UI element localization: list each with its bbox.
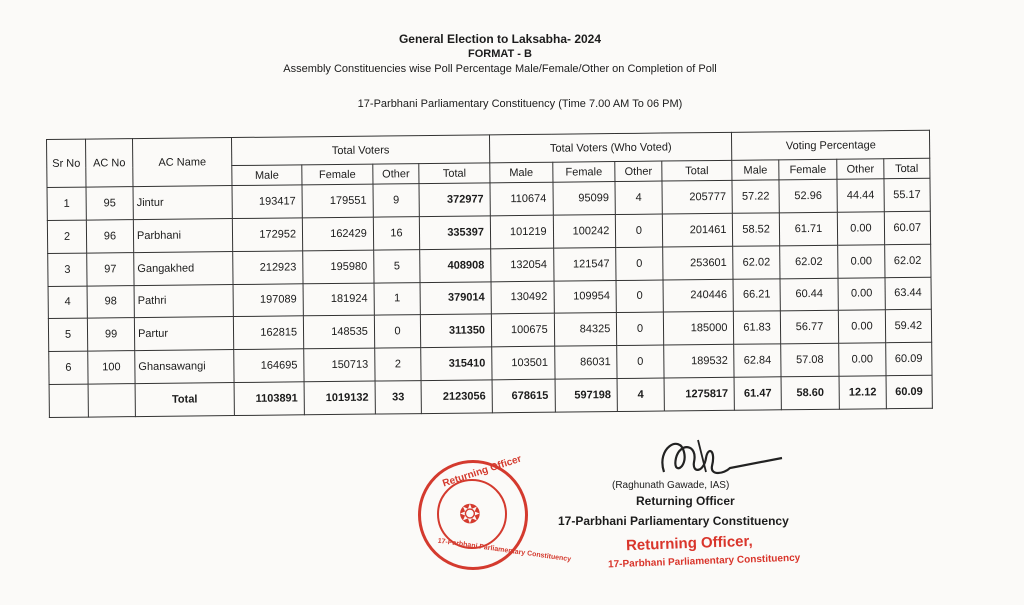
subheader-female: Female [302,164,373,185]
cell-sr: 4 [48,286,87,319]
cell-wv-other: 0 [616,280,663,313]
cell-tv-total: 335397 [419,216,490,250]
cell-wv-male: 132054 [491,248,554,281]
cell-wv-male: 103501 [492,346,555,379]
cell-tv-other: 16 [373,216,420,249]
cell-p-other: 0.00 [839,310,886,343]
cell-ac-name: Gangakhed [134,251,233,285]
cell-p-total: 55.17 [884,178,931,211]
cell-wv-female: 121547 [553,247,616,280]
cell-wv-total: 189532 [663,345,734,379]
cell-tv-male: 212923 [233,251,303,285]
subheader-other: Other [837,159,884,179]
cell-p-female: 57.08 [780,343,839,376]
cell-wv-total: 201461 [662,213,733,247]
designation-stamp-constituency: 17-Parbhani Parliamentary Constituency [607,552,801,571]
cell-tv-total: 408908 [420,249,491,283]
cell-tv-other: 5 [374,249,421,282]
designation-stamp-title: Returning Officer, [625,532,753,555]
cell-ac-name: Partur [134,317,233,351]
header-ac-name: AC Name [133,138,232,187]
cell-tv-other: 0 [374,315,421,348]
format-label: FORMAT - B [468,48,532,60]
subheader-male: Male [732,160,779,180]
handwritten-signature [650,428,790,488]
cell-ac-no: 96 [86,219,133,252]
subheader-total: Total [419,163,490,184]
subheader-female: Female [778,159,837,180]
cell-p-male: 62.02 [733,246,780,279]
cell-tv-other: 9 [373,184,420,217]
cell-p-male: 62.84 [734,344,781,377]
subheader-total: Total [883,158,930,178]
cell-p-female: 61.71 [779,212,838,245]
document-subtitle: Assembly Constituencies wise Poll Percentage Male/Female/Other on Completion of Poll [283,63,717,75]
constituency-line: 17-Parbhani Parliamentary Constituency (Time 7.00 AM To 06 PM) [357,98,683,110]
subheader-male: Male [490,162,553,183]
cell-p-other: 44.44 [837,179,884,212]
subheader-male: Male [232,165,302,186]
cell-tv-female: 179551 [302,184,373,218]
cell-p-male: 58.52 [733,213,780,246]
cell-sr: 3 [48,253,87,286]
header-sr-no: Sr No [47,139,87,187]
cell-p-other: 0.00 [838,277,885,310]
subheader-female: Female [552,162,615,183]
cell-wv-other: 0 [616,247,663,280]
cell-wv-male: 130492 [491,281,554,314]
cell-empty [49,384,88,417]
header-voting-percentage: Voting Percentage [732,130,930,160]
cell-wv-other: 0 [617,312,664,345]
poll-percentage-table [46,130,933,418]
stamp-ring-bottom-text: 17-Parbhani Parliamentary Constituency [437,537,572,564]
cell-wv-total: 185000 [663,312,734,346]
cell-wv-female: 86031 [554,346,617,379]
cell-wv-total: 240446 [663,279,734,313]
signatory-name: (Raghunath Gawade, IAS) [612,480,730,491]
cell-wv-other: 4 [615,181,662,214]
cell-ac-no: 98 [87,285,134,318]
header-who-voted: Total Voters (Who Voted) [489,132,732,163]
cell-ac-name: Jintur [133,186,232,220]
cell-p-other: 12.12 [839,376,886,409]
cell-empty [88,384,135,417]
cell-ac-no: 100 [88,351,135,384]
cell-total-label: Total [135,383,234,417]
cell-ac-no: 99 [87,318,134,351]
subheader-other: Other [615,161,661,181]
cell-wv-female: 597198 [555,379,618,413]
signatory-title: Returning Officer [636,494,735,508]
cell-tv-female: 150713 [304,348,375,382]
cell-p-total: 62.02 [884,244,931,277]
cell-tv-female: 148535 [303,315,374,349]
cell-sr: 2 [47,220,86,253]
cell-p-female: 52.96 [779,179,838,212]
signatory-constituency: 17-Parbhani Parliamentary Constituency [558,514,789,528]
cell-wv-other: 0 [616,214,663,247]
cell-tv-total: 379014 [420,281,491,315]
cell-ac-name: Ghansawangi [135,350,234,384]
cell-tv-male: 197089 [233,283,303,317]
cell-tv-female: 1019132 [304,381,375,415]
cell-p-other: 0.00 [839,343,886,376]
cell-sr: 5 [48,318,87,351]
cell-tv-total: 372977 [419,183,490,217]
cell-tv-total: 315410 [421,347,492,381]
cell-tv-male: 172952 [232,218,302,252]
cell-p-total: 60.09 [885,342,932,375]
cell-p-female: 56.77 [780,311,839,344]
cell-wv-female: 95099 [553,182,616,215]
cell-ac-no: 95 [86,187,133,220]
cell-sr: 6 [49,351,88,384]
cell-p-other: 0.00 [838,244,885,277]
cell-p-female: 58.60 [781,376,840,410]
cell-tv-male: 164695 [234,349,304,383]
subheader-total: Total [661,160,732,181]
cell-p-total: 60.09 [886,375,933,408]
stamp-ring-top-text: Returning Officer [441,453,523,490]
cell-p-female: 62.02 [779,245,838,278]
cell-tv-female: 195980 [303,250,374,284]
cell-wv-male: 101219 [490,215,553,248]
cell-tv-other: 1 [374,282,421,315]
cell-tv-male: 193417 [232,185,302,219]
cell-tv-total: 311350 [421,314,492,348]
cell-wv-other: 0 [617,345,664,378]
cell-p-male: 57.22 [732,180,779,213]
header-ac-no: AC No [86,139,134,187]
cell-p-total: 59.42 [885,310,932,343]
cell-sr: 1 [47,187,86,220]
cell-wv-total: 1275817 [664,377,735,411]
cell-ac-name: Pathri [134,284,233,318]
state-emblem-icon: ❂ [459,499,481,529]
cell-tv-total: 2123056 [421,380,492,414]
subheader-other: Other [373,164,419,184]
cell-tv-other: 33 [375,381,422,414]
official-seal-stamp [418,453,572,570]
cell-p-female: 60.44 [780,278,839,311]
cell-p-other: 0.00 [838,212,885,245]
cell-tv-male: 162815 [233,316,303,350]
cell-wv-male: 678615 [492,379,555,413]
cell-wv-other: 4 [617,378,664,411]
cell-tv-female: 162429 [302,217,373,251]
header-total-voters: Total Voters [231,135,489,166]
cell-wv-female: 109954 [554,280,617,313]
cell-ac-no: 97 [87,252,134,285]
cell-wv-total: 205777 [662,180,733,214]
cell-ac-name: Parbhani [133,218,232,252]
cell-wv-female: 100242 [553,214,616,247]
cell-p-total: 63.44 [885,277,932,310]
cell-wv-male: 110674 [490,182,553,215]
cell-wv-male: 100675 [491,314,554,347]
cell-tv-other: 2 [375,348,422,381]
cell-wv-female: 84325 [554,313,617,346]
cell-p-male: 66.21 [733,278,780,311]
cell-tv-male: 1103891 [234,382,304,416]
cell-p-total: 60.07 [884,211,931,244]
cell-wv-total: 253601 [662,246,733,280]
cell-p-male: 61.83 [734,311,781,344]
document-title: General Election to Laksabha- 2024 [398,32,602,46]
cell-tv-female: 181924 [303,283,374,317]
cell-p-male: 61.47 [734,377,781,410]
